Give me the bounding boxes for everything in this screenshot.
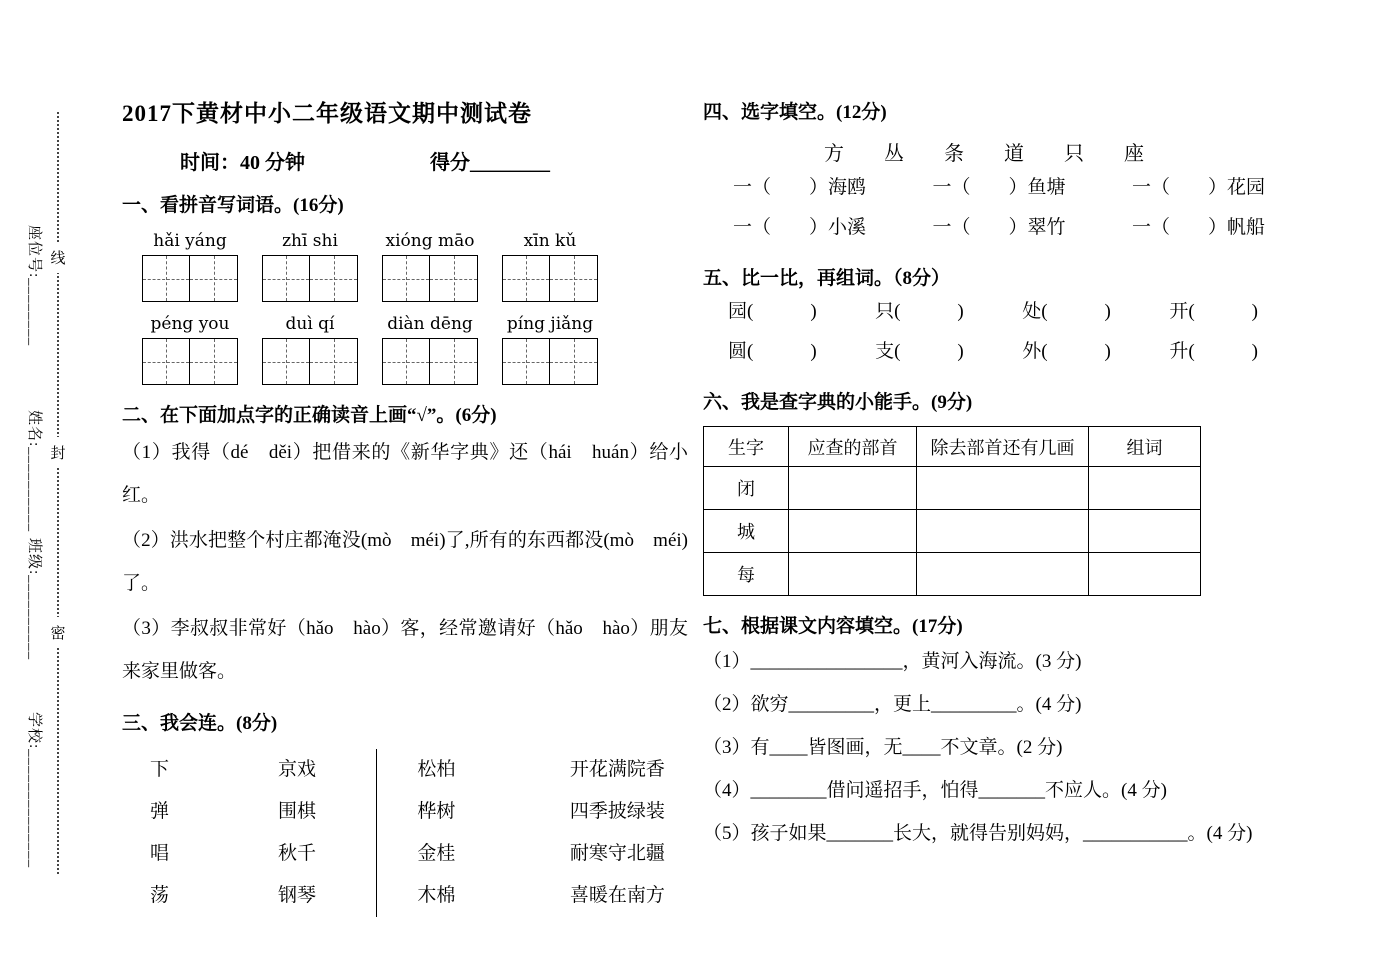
fill-row-1 <box>703 168 1265 208</box>
bank-char: 只 <box>1064 143 1084 165</box>
table-cell-char: 每 <box>704 553 789 596</box>
compare-item: 支( ) <box>875 341 964 362</box>
match-item: 木棉 <box>417 885 456 906</box>
section7-item-4: （4）________借问遥招手，怕得_______不应人。(4 分) <box>703 780 1167 801</box>
section7-item-1: （1）________________，黄河入海流。(3 分) <box>703 651 1082 672</box>
bank-char: 座 <box>1124 143 1144 165</box>
writing-grid <box>262 255 358 302</box>
pinyin-group <box>382 229 478 302</box>
match-column-actions <box>150 749 278 917</box>
time-label: 时间：40 分钟 <box>180 152 305 174</box>
match-item: 京戏 <box>277 759 316 780</box>
section2-item-3: （3）李叔叔非常好（hǎo hào）客，经常邀请好（hǎo hào）朋友来家里做客。 <box>122 618 688 682</box>
match-column-phrases <box>570 749 688 917</box>
section7-item-5: （5）孩子如果_______长大，就得告别妈妈，___________。(4 分) <box>703 823 1253 844</box>
writing-grid <box>502 338 598 385</box>
compare-row-2 <box>703 332 1258 372</box>
compare-item: 只( ) <box>875 301 964 322</box>
table-cell-blank <box>789 467 917 510</box>
dictionary-table <box>703 426 1201 596</box>
match-divider-line <box>376 749 377 917</box>
match-item: 桦树 <box>417 801 456 822</box>
match-item: 唱 <box>150 843 170 864</box>
table-cell-blank <box>917 467 1089 510</box>
page-title: 2017下黄材中小二年级语文期中测试卷 <box>122 101 532 126</box>
fill-item: 一（ ）小溪 <box>733 217 867 238</box>
section6-heading: 六、我是查字典的小能手。(9分) <box>703 392 973 413</box>
pinyin-label: diàn dēng <box>387 314 473 334</box>
section2-heading: 二、在下面加点字的正确读音上画“√”。(6分) <box>122 405 497 426</box>
table-cell-blank <box>1089 510 1201 553</box>
match-column-trees <box>417 749 570 917</box>
section7-item-2: （2）欲穷_________，更上_________。(4 分) <box>703 694 1082 715</box>
seal-char-feng: 封 <box>49 437 67 468</box>
match-item: 钢琴 <box>277 885 316 906</box>
pinyin-label: hǎi yáng <box>153 231 227 251</box>
match-item: 弹 <box>150 801 170 822</box>
pinyin-group <box>502 229 598 302</box>
fill-item: 一（ ）鱼塘 <box>932 177 1066 198</box>
match-column-objects <box>278 749 376 917</box>
pinyin-label: xīn kǔ <box>523 231 577 251</box>
table-header: 生字 <box>704 427 789 467</box>
match-item: 喜暖在南方 <box>569 885 665 906</box>
pinyin-row-1 <box>142 229 688 302</box>
pinyin-label: xióng māo <box>385 231 475 251</box>
fill-item: 一（ ）花园 <box>1131 177 1265 198</box>
table-cell-blank <box>917 553 1089 596</box>
section7-item-3: （3）有____皆图画，无____不文章。(2 分) <box>703 737 1063 758</box>
writing-grid <box>382 255 478 302</box>
match-item: 开花满院香 <box>569 759 665 780</box>
seal-char-xian: 线 <box>49 242 67 273</box>
match-item: 秋千 <box>277 843 316 864</box>
score-label: 得分________ <box>430 152 550 174</box>
pinyin-group <box>502 312 598 385</box>
table-row <box>704 467 1201 510</box>
class-label: 班级:__________ <box>26 538 42 661</box>
compare-item: 升( ) <box>1169 341 1258 362</box>
pinyin-label: zhī shi <box>282 231 338 251</box>
compare-item: 外( ) <box>1022 341 1111 362</box>
match-item: 耐寒守北疆 <box>569 843 665 864</box>
table-cell-blank <box>789 510 917 553</box>
match-item: 围棋 <box>277 801 316 822</box>
match-item: 金桂 <box>417 843 456 864</box>
writing-grid <box>262 338 358 385</box>
compare-item: 处( ) <box>1022 301 1111 322</box>
compare-item: 圆( ) <box>728 341 817 362</box>
left-column <box>122 95 688 917</box>
table-cell-blank <box>1089 553 1201 596</box>
time-score-line <box>122 146 688 175</box>
bank-char: 条 <box>944 143 964 165</box>
pinyin-group <box>382 312 478 385</box>
bank-char: 道 <box>1004 143 1024 165</box>
seal-char-mi: 密 <box>49 617 67 648</box>
table-cell-blank <box>789 553 917 596</box>
table-header: 应查的部首 <box>789 427 917 467</box>
pinyin-group <box>262 229 358 302</box>
pinyin-label: péng you <box>150 314 230 334</box>
seal-dotted-line <box>50 112 66 874</box>
section7-items <box>703 640 1265 855</box>
table-cell-char: 闭 <box>704 467 789 510</box>
right-column <box>703 100 1265 855</box>
table-row <box>704 510 1201 553</box>
compare-row-1 <box>703 292 1258 332</box>
bank-char: 丛 <box>884 143 904 165</box>
writing-grid <box>142 338 238 385</box>
pinyin-group <box>262 312 358 385</box>
section2-item-2: （2）洪水把整个村庄都淹没(mò méi)了,所有的东西都没(mò méi)了。 <box>122 530 688 594</box>
character-bank <box>703 140 1265 168</box>
school-label: 学校:______________ <box>26 712 42 869</box>
pinyin-label: píng jiǎng <box>506 314 594 334</box>
pinyin-label: duì qí <box>285 314 335 334</box>
pinyin-group <box>142 229 238 302</box>
section3-heading: 三、我会连。(8分) <box>122 713 278 734</box>
matching-exercise <box>150 749 688 917</box>
section5-heading: 五、比一比，再组词。（8分） <box>703 268 951 289</box>
table-header-row <box>704 427 1201 467</box>
table-cell-char: 城 <box>704 510 789 553</box>
compare-item: 园( ) <box>728 301 817 322</box>
writing-grid <box>502 255 598 302</box>
match-item: 松柏 <box>417 759 456 780</box>
writing-grid <box>142 255 238 302</box>
pinyin-group <box>142 312 238 385</box>
table-header: 除去部首还有几画 <box>917 427 1089 467</box>
match-item: 四季披绿装 <box>569 801 665 822</box>
writing-grid <box>382 338 478 385</box>
fill-row-2 <box>703 208 1265 248</box>
fill-item: 一（ ）海鸥 <box>733 177 867 198</box>
bank-char: 方 <box>824 143 844 165</box>
seat-number-label: 座位号:________ <box>26 225 42 347</box>
match-item: 荡 <box>150 885 170 906</box>
fill-item: 一（ ）翠竹 <box>932 217 1066 238</box>
compare-item: 开( ) <box>1169 301 1258 322</box>
match-item: 下 <box>150 759 170 780</box>
pinyin-row-2 <box>142 312 688 385</box>
section1-heading: 一、看拼音写词语。(16分) <box>122 195 344 216</box>
section4-heading: 四、选字填空。(12分) <box>703 102 887 123</box>
section2-item-1: （1）我得（dé děi）把借来的《新华字典》还（hái huán）给小红。 <box>122 442 688 506</box>
table-cell-blank <box>917 510 1089 553</box>
name-label: 姓名:__________ <box>26 410 42 533</box>
table-cell-blank <box>1089 467 1201 510</box>
table-row <box>704 553 1201 596</box>
fill-item: 一（ ）帆船 <box>1131 217 1265 238</box>
section7-heading: 七、根据课文内容填空。(17分) <box>703 616 963 637</box>
table-header: 组词 <box>1089 427 1201 467</box>
